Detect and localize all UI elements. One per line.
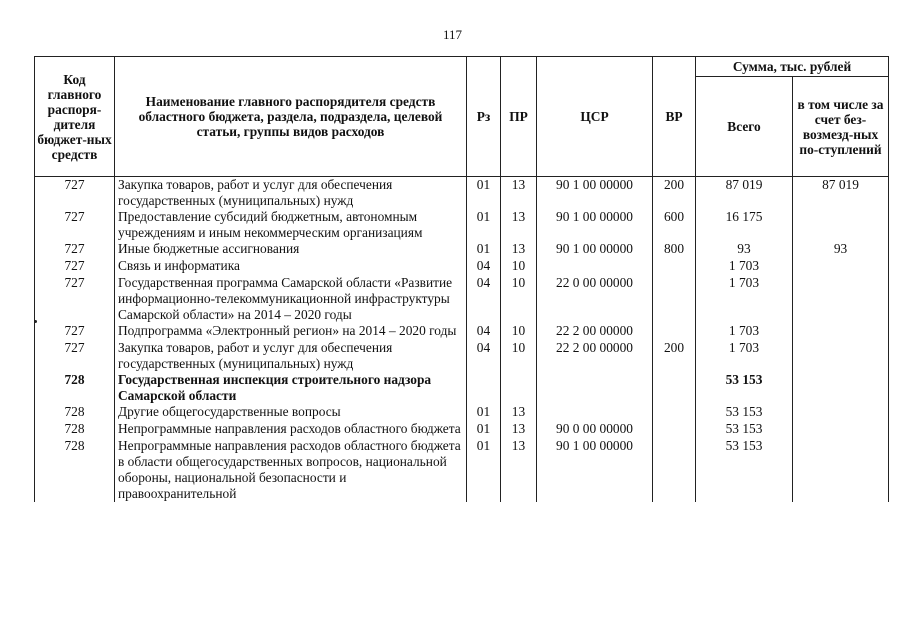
cell-csr [537,372,653,404]
cell-rz: 04 [467,258,501,275]
header-name: Наименование главного распорядителя средств областного бюджета, раздела, подраздела, целевой статьи, группы видов расходов [115,57,467,177]
cell-total: 53 153 [696,438,793,502]
cell-vr [653,421,696,438]
table-row [35,438,889,502]
cell-csr: 22 2 00 00000 [537,323,653,340]
cell-total: 93 [696,241,793,258]
cell-code: 728 [35,421,115,438]
page-number: 117 [442,27,463,42]
table-row [35,275,889,323]
cell-pr: 13 [501,421,537,438]
cell-csr: 90 1 00 00000 [537,438,653,502]
cell-csr [537,404,653,421]
cell-rz: 04 [467,340,501,372]
cell-free [793,372,889,404]
cell-name: Государственная инспекция строительного надзора Самарской области [115,372,467,404]
cell-vr [653,404,696,421]
cell-code: 727 [35,323,115,340]
cell-name: Другие общегосударственные вопросы [115,404,467,421]
cell-free [793,438,889,502]
cell-total: 1 703 [696,340,793,372]
cell-pr: 10 [501,275,537,323]
cell-code: 728 [35,404,115,421]
cell-pr: 13 [501,241,537,258]
table-row [35,323,889,340]
cell-total: 87 019 [696,177,793,210]
cell-vr: 800 [653,241,696,258]
cell-rz: 01 [467,404,501,421]
cell-pr: 13 [501,404,537,421]
cell-name: Закупка товаров, работ и услуг для обеспечения государственных (муниципальных) нужд [115,340,467,372]
cell-csr: 90 1 00 00000 [537,209,653,241]
cell-name: Непрограммные направления расходов областного бюджета [115,421,467,438]
cell-name: Предоставление субсидий бюджетным, автономным учреждениям и иным некоммерческим организациям [115,209,467,241]
table-row [35,177,889,210]
cell-free [793,404,889,421]
cell-code: 728 [35,372,115,404]
cell-csr [537,258,653,275]
cell-name: Иные бюджетные ассигнования [115,241,467,258]
header-pr: ПР [501,57,537,177]
cell-vr [653,323,696,340]
table-row [35,258,889,275]
cell-free [793,323,889,340]
cell-code: 727 [35,340,115,372]
cell-vr: 600 [653,209,696,241]
cell-code: 727 [35,241,115,258]
cell-free [793,340,889,372]
cell-pr: 10 [501,323,537,340]
cell-name: Связь и информатика [115,258,467,275]
cell-pr: 13 [501,177,537,210]
cell-rz: 01 [467,177,501,210]
table-row [35,372,889,404]
cell-name: Подпрограмма «Электронный регион» на 2014 – 2020 годы [115,323,467,340]
cell-total: 1 703 [696,258,793,275]
header-csr: ЦСР [537,57,653,177]
cell-vr [653,372,696,404]
cell-vr: 200 [653,177,696,210]
cell-code: 727 [35,177,115,210]
cell-rz: 04 [467,323,501,340]
cell-csr: 90 0 00 00000 [537,421,653,438]
table-row [35,241,889,258]
cell-vr: 200 [653,340,696,372]
cell-vr [653,275,696,323]
cell-rz [467,372,501,404]
table-row [35,209,889,241]
cell-code: 727 [35,209,115,241]
cell-free [793,275,889,323]
cell-total: 53 153 [696,421,793,438]
cell-rz: 04 [467,275,501,323]
cell-rz: 01 [467,421,501,438]
cell-rz: 01 [467,438,501,502]
cell-free [793,421,889,438]
cell-csr: 90 1 00 00000 [537,177,653,210]
cell-name: Государственная программа Самарской области «Развитие информационно-телекоммуникационной инфраструктуры Самарской области» на 2014 – 2020 годы [115,275,467,323]
cell-name: Непрограммные направления расходов областного бюджета в области общегосударственных вопросов, национальной обороны, национальной безопасности и правоохранительной [115,438,467,502]
cell-total: 53 153 [696,372,793,404]
cell-pr: 10 [501,258,537,275]
cell-total: 53 153 [696,404,793,421]
table-row [35,404,889,421]
header-sum-group: Сумма, тыс. рублей [696,57,889,77]
cell-total: 1 703 [696,275,793,323]
cell-code: 728 [35,438,115,502]
cell-csr: 22 0 00 00000 [537,275,653,323]
cell-csr: 22 2 00 00000 [537,340,653,372]
header-free: в том числе за счет без-возмезд-ных по-ступлений [793,77,889,177]
cell-pr [501,372,537,404]
cell-name: Закупка товаров, работ и услуг для обеспечения государственных (муниципальных) нужд [115,177,467,210]
budget-table [34,56,889,502]
cell-csr: 90 1 00 00000 [537,241,653,258]
cell-vr [653,258,696,275]
header-rz: Рз [467,57,501,177]
cell-pr: 13 [501,438,537,502]
cell-free [793,258,889,275]
cell-code: 727 [35,258,115,275]
cell-code: 727 [35,275,115,323]
cell-free [793,209,889,241]
cell-free: 93 [793,241,889,258]
table-row [35,340,889,372]
cell-total: 16 175 [696,209,793,241]
header-total: Всего [696,77,793,177]
table-row [35,421,889,438]
header-vr: ВР [653,57,696,177]
cell-pr: 10 [501,340,537,372]
cell-rz: 01 [467,241,501,258]
cell-pr: 13 [501,209,537,241]
header-code: Код главного распоря-дителя бюджет-ных средств [35,57,115,177]
cell-vr [653,438,696,502]
cell-free: 87 019 [793,177,889,210]
cell-rz: 01 [467,209,501,241]
cell-total: 1 703 [696,323,793,340]
